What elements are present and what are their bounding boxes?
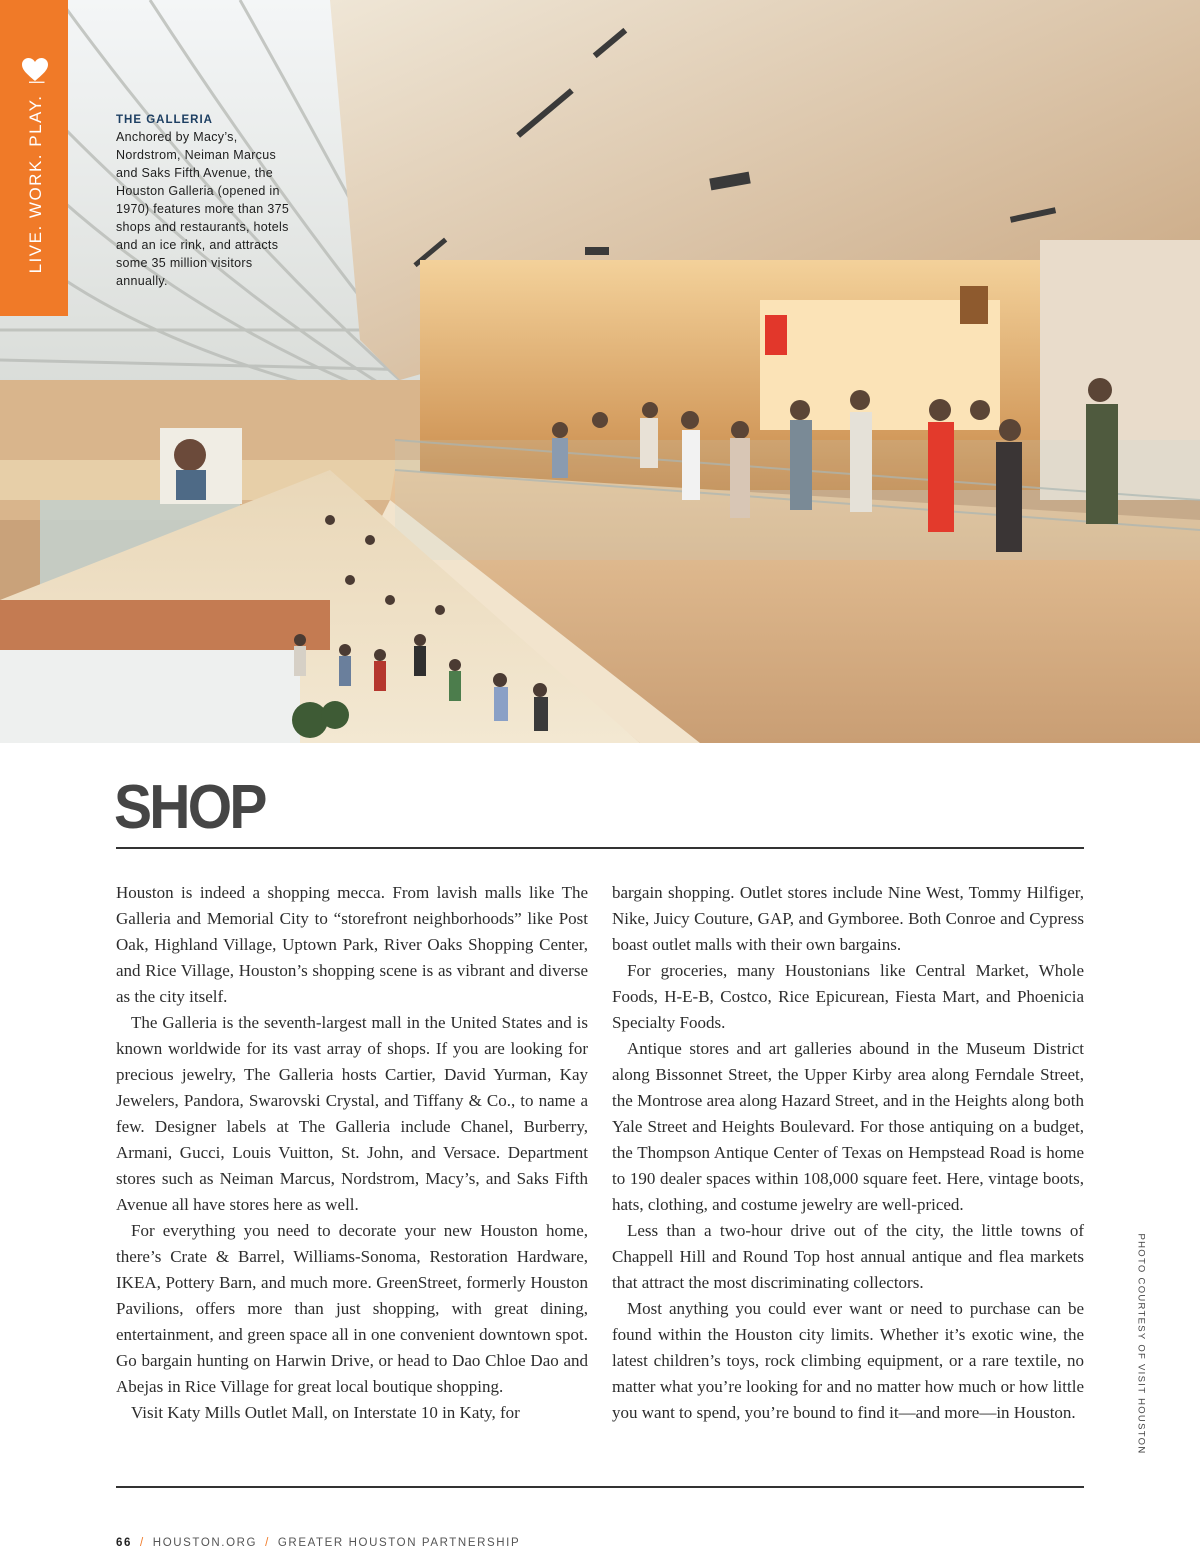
- tagline-live-work-play: [26, 79, 46, 274]
- footer-separator: /: [140, 1537, 145, 1549]
- article-paragraph: For everything you need to decorate your new Houston home, there’s Crate & Barrel, Williams-Sonoma, Restoration Hardware, IKEA, Pottery Barn, and much more. GreenStreet, formerly Houston Pavilions, offers more than just shopping, with great dining, entertainment, and green space all in one convenient downtown spot. Go bargain hunting on Harwin Drive, or head to Dao Chloe Dao and Abejas in Rice Village for great local boutique shopping.: [116, 1221, 588, 1396]
- article-title: SHOP: [114, 773, 265, 842]
- mall-interior-illustration: [0, 0, 1200, 743]
- article-paragraph: Antique stores and art galleries abound in the Museum District along Bissonnet Street, the Upper Kirby area along Ferndale Street, the Montrose area along Hazard Street, and in the Heights along both Yale Street and Heights Boulevard. For those antiquing on a budget, the Thompson Antique Center of Texas on Hempstead Road is home to 190 dealer spaces within 108,000 square feet. Here, vintage boots, hats, clothing, and costume jewelry are well-priced.: [612, 1039, 1084, 1214]
- article-paragraph: Visit Katy Mills Outlet Mall, on Interstate 10 in Katy, for: [131, 1403, 520, 1422]
- article-paragraph: Less than a two-hour drive out of the city, the little towns of Chappell Hill and Round Top host annual antique and flea markets that attract the most discriminating collectors.: [612, 1221, 1084, 1292]
- article-paragraph: Most anything you could ever want or need to purchase can be found within the Houston city limits. Whether it’s exotic wine, the latest children’s toys, rock climbing equipment, or a rare textile, no matter what you’re looking for and no matter how much or how little you want to spend, you’re bound to find it—and more—in Houston.: [612, 1299, 1084, 1422]
- caption-body: Anchored by Macy’s, Nordstrom, Neiman Marcus and Saks Fifth Avenue, the Houston Galleria (opened in 1970) features more than 375 shops and restaurants, hotels and an ice rink, and attracts some 35 million visitors annually.: [116, 130, 290, 288]
- article-paragraph: For groceries, many Houstonians like Central Market, Whole Foods, H-E-B, Costco, Rice Epicurean, Fiesta Mart, and Phoenicia Specialty Foods.: [612, 961, 1084, 1032]
- tagline-separator: |: [26, 78, 45, 85]
- article-paragraph: bargain shopping. Outlet stores include Nine West, Tommy Hilfiger, Nike, Juicy Couture, GAP, and Gymboree. Both Conroe and Cypress boast outlet malls with their own bargains.: [612, 883, 1084, 954]
- caption-title: THE GALLERIA: [116, 114, 213, 126]
- article-paragraph: The Galleria is the seventh-largest mall in the United States and is known worldwide for its vast array of shops. If you are looking for precious jewelry, The Galleria hosts Cartier, David Yurman, Kay Jewelers, Pandora, Swarovski Crystal, and Tiffany & Co., to name a few. Designer labels at The Galleria include Chanel, Burberry, Armani, Gucci, Louis Vuitton, St. John, and Versace. Department stores such as Neiman Marcus, Nordstrom, Macy’s, and Saks Fifth Avenue all have stores here as well.: [116, 1013, 588, 1214]
- tagline-text: LIVE. WORK. PLAY.: [26, 94, 45, 274]
- footer-site: HOUSTON.ORG: [152, 1537, 258, 1549]
- footer-publisher: GREATER HOUSTON PARTNERSHIP: [277, 1537, 521, 1549]
- page-number: 66: [116, 1537, 132, 1549]
- section-side-tab: [0, 0, 68, 316]
- article-right-column: [612, 880, 1084, 1426]
- photo-caption: [116, 114, 296, 290]
- hero-photo-galleria-mall: [0, 0, 1200, 743]
- title-divider: [116, 847, 1084, 849]
- page-footer: [116, 1537, 520, 1549]
- article-left-column: [116, 880, 588, 1426]
- footer-separator: /: [265, 1537, 270, 1549]
- photo-credit: PHOTO COURTESY OF VISIT HOUSTON: [1135, 1233, 1147, 1455]
- article-paragraph: Houston is indeed a shopping mecca. From lavish malls like The Galleria and Memorial City to “storefront neighborhoods” like Post Oak, Highland Village, Uptown Park, River Oaks Shopping Center, and Rice Village, Houston’s shopping scene is as vibrant and diverse as the city itself.: [116, 883, 588, 1006]
- footer-divider: [116, 1486, 1084, 1488]
